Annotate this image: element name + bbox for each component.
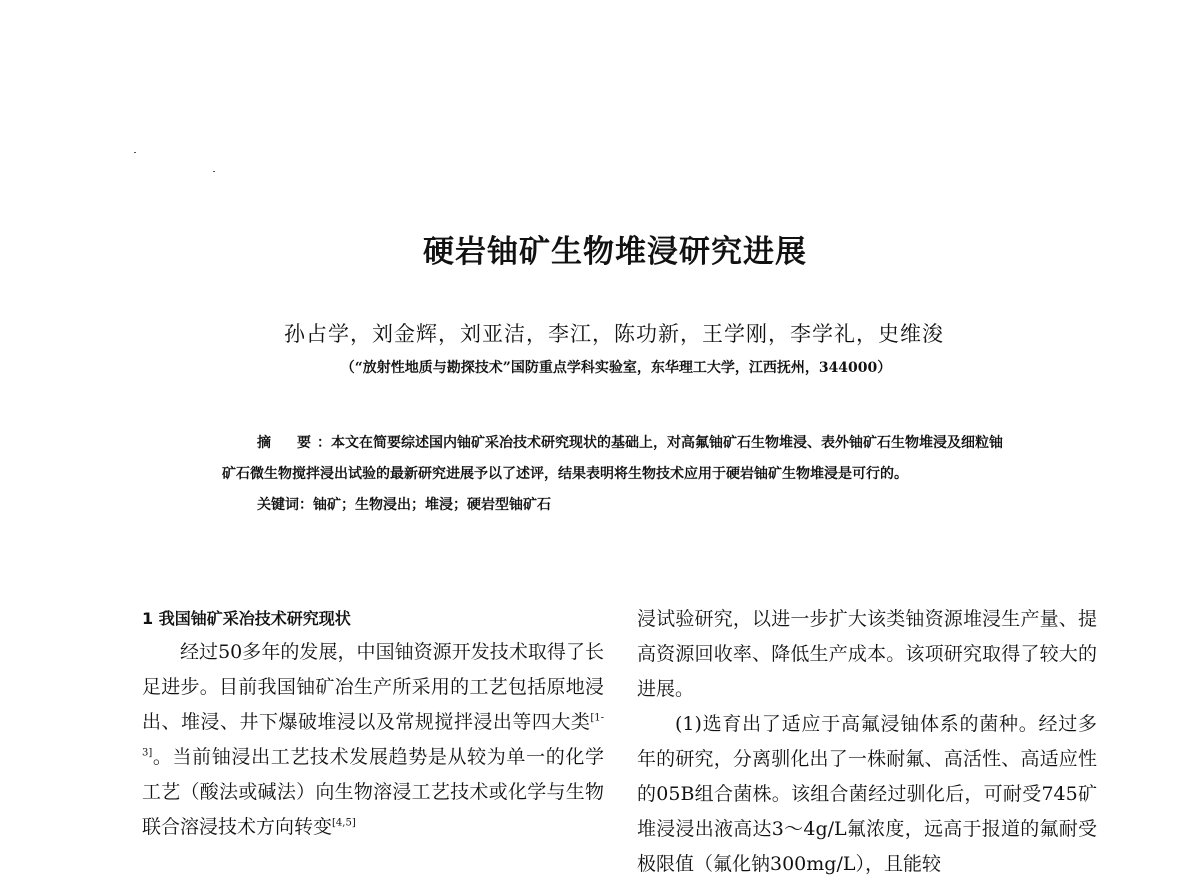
right-column [637,602,1097,882]
citation-ref: [1-3] [142,712,604,759]
section-heading: 1 我国铀矿采冶技术研究现状 [142,609,351,628]
citation-ref: [4,5] [332,817,356,829]
paragraph-text: 。当前铀浸出工艺技术发展趋势是从较为单一的化学工艺（酸法或碱法）向生物溶浸工艺技术或化学与生物联合溶浸技术方向转变 [142,746,604,838]
abstract-block [222,428,1012,521]
scan-speck [213,171,215,172]
keywords-text: ：铀矿；生物浸出；堆浸；硬岩型铀矿石 [299,497,551,513]
abstract-text: ：本文在简要综述国内铀矿采冶技术研究现状的基础上，对高氟铀矿石生物堆浸、表外铀矿石生物堆浸及细粒铀矿石微生物搅拌浸出试验的最新研究进展予以了述评，结果表明将生物技术应用于硬岩铀矿生物堆浸是可行的。 [222,435,1003,482]
scan-speck [134,152,136,153]
paragraph-text: 经过50多年的发展，中国铀资源开发技术取得了长足进步。目前我国铀矿冶生产所采用的工艺包括原地浸出、堆浸、井下爆破堆浸以及常规搅拌浸出等四大类 [142,641,604,733]
body-paragraph: 浸试验研究，以进一步扩大该类铀资源堆浸生产量、提高资源回收率、降低生产成本。该项研究取得了较大的进展。 [637,608,1097,700]
abstract-label: 摘 要 [257,435,317,451]
keywords-line [222,490,1012,521]
body-paragraph: (1)选育出了适应于高氟浸铀体系的菌种。经过多年的研究，分离驯化出了一株耐氟、高活性、高适应性的05B组合菌株。该组合菌经过驯化后，可耐受745矿堆浸浸出液高达3～4g/L氟浓度，远高于报道的氟耐受极限值（氟化钠300mg/L），且能较 [637,713,1097,875]
author-list: 孙占学，刘金辉，刘亚洁，李江，陈功新，王学刚，李学礼，史维浚 [284,322,944,346]
left-column [142,602,604,845]
affiliation: （“放射性地质与勘探技术”国防重点学科实验室，东华理工大学，江西抚州，344000） [340,360,892,376]
paper-title: 硬岩铀矿生物堆浸研究进展 [423,234,807,270]
body-paragraph [142,635,604,845]
abstract-paragraph [222,428,1012,490]
keywords-label: 关键词 [257,497,299,513]
